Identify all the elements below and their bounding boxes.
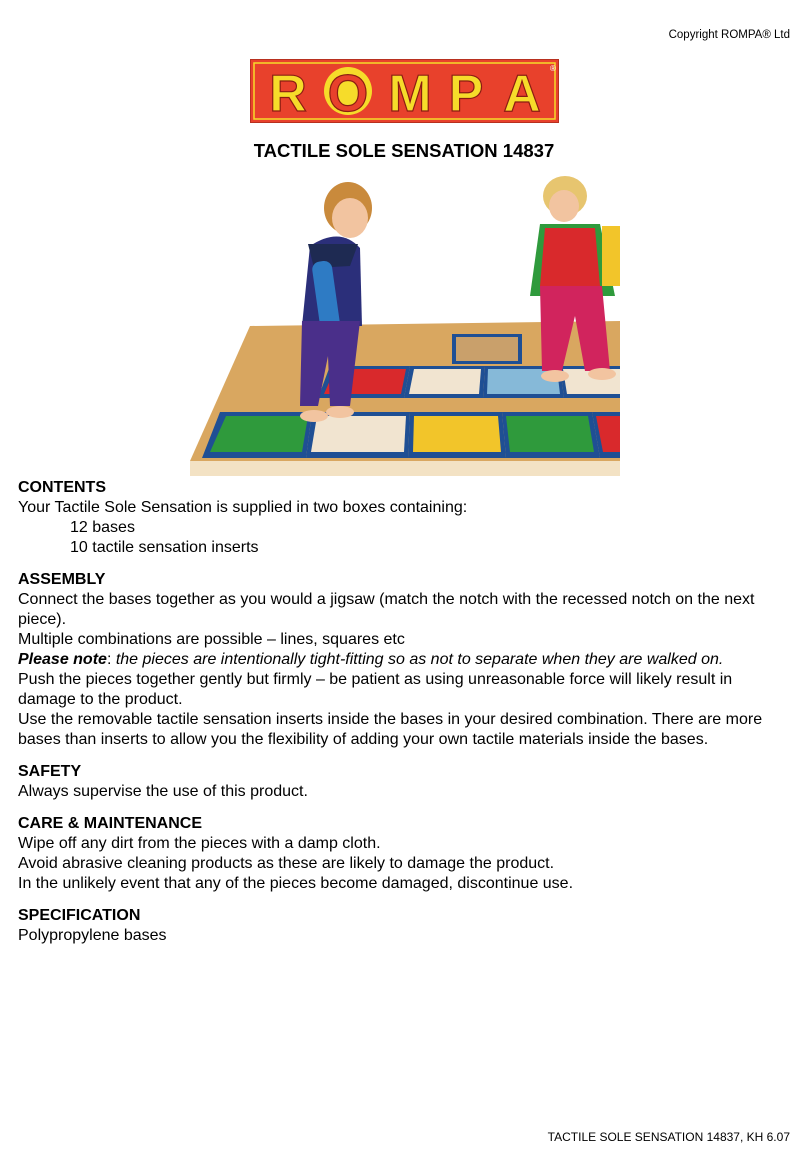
product-photo [190, 176, 620, 476]
care-paragraph: In the unlikely event that any of the pieces become damaged, discontinue use. [18, 875, 574, 892]
specification-heading: SPECIFICATION [18, 907, 141, 924]
instructions-body [18, 478, 793, 958]
assembly-heading: ASSEMBLY [18, 571, 106, 588]
svg-text:A: A [503, 65, 541, 123]
safety-paragraph: Always supervise the use of this product. [18, 783, 308, 800]
care-heading: CARE & MAINTENANCE [18, 815, 202, 832]
copyright-notice: Copyright ROMPA® Ltd [668, 29, 790, 41]
svg-text:M: M [388, 65, 432, 123]
svg-text:®: ® [550, 64, 556, 73]
assembly-paragraph: Push the pieces together gently but firmly – be patient as using unreasonable force will likely result in damage to the product. [18, 671, 733, 708]
care-section [18, 814, 793, 894]
note-colon: : [106, 651, 112, 668]
assembly-paragraph: Multiple combinations are possible – lines, squares etc [18, 631, 405, 648]
specification-paragraph: Polypropylene bases [18, 927, 167, 944]
assembly-section [18, 570, 793, 750]
care-paragraph: Wipe off any dirt from the pieces with a damp cloth. [18, 835, 381, 852]
safety-section [18, 762, 793, 802]
page-title: TACTILE SOLE SENSATION 14837 [253, 140, 555, 161]
contents-intro: Your Tactile Sole Sensation is supplied in two boxes containing: [18, 499, 468, 516]
rompa-logo [250, 59, 559, 123]
contents-item: 12 bases [70, 519, 135, 536]
footer-reference: TACTILE SOLE SENSATION 14837, KH 6.07 [547, 1130, 790, 1144]
contents-item: 10 tactile sensation inserts [70, 539, 259, 556]
care-paragraph: Avoid abrasive cleaning products as these are likely to damage the product. [18, 855, 555, 872]
assembly-note [18, 650, 793, 670]
assembly-paragraph: Use the removable tactile sensation inserts inside the bases in your desired combination. There are more bases than inserts to allow you the flexibility of adding your own tactile materials inside the bases. [18, 711, 763, 748]
svg-text:R: R [269, 65, 307, 123]
svg-text:O: O [327, 65, 369, 123]
contents-section [18, 478, 793, 558]
assembly-paragraph: Connect the bases together as you would a jigsaw (match the notch with the recessed notch on the next piece). [18, 591, 755, 628]
svg-text:P: P [448, 65, 484, 123]
note-text: the pieces are intentionally tight-fitting so as not to separate when they are walked on. [111, 651, 724, 668]
safety-heading: SAFETY [18, 763, 82, 780]
contents-heading: CONTENTS [18, 479, 106, 496]
specification-section [18, 906, 793, 946]
note-label: Please note [18, 651, 107, 668]
